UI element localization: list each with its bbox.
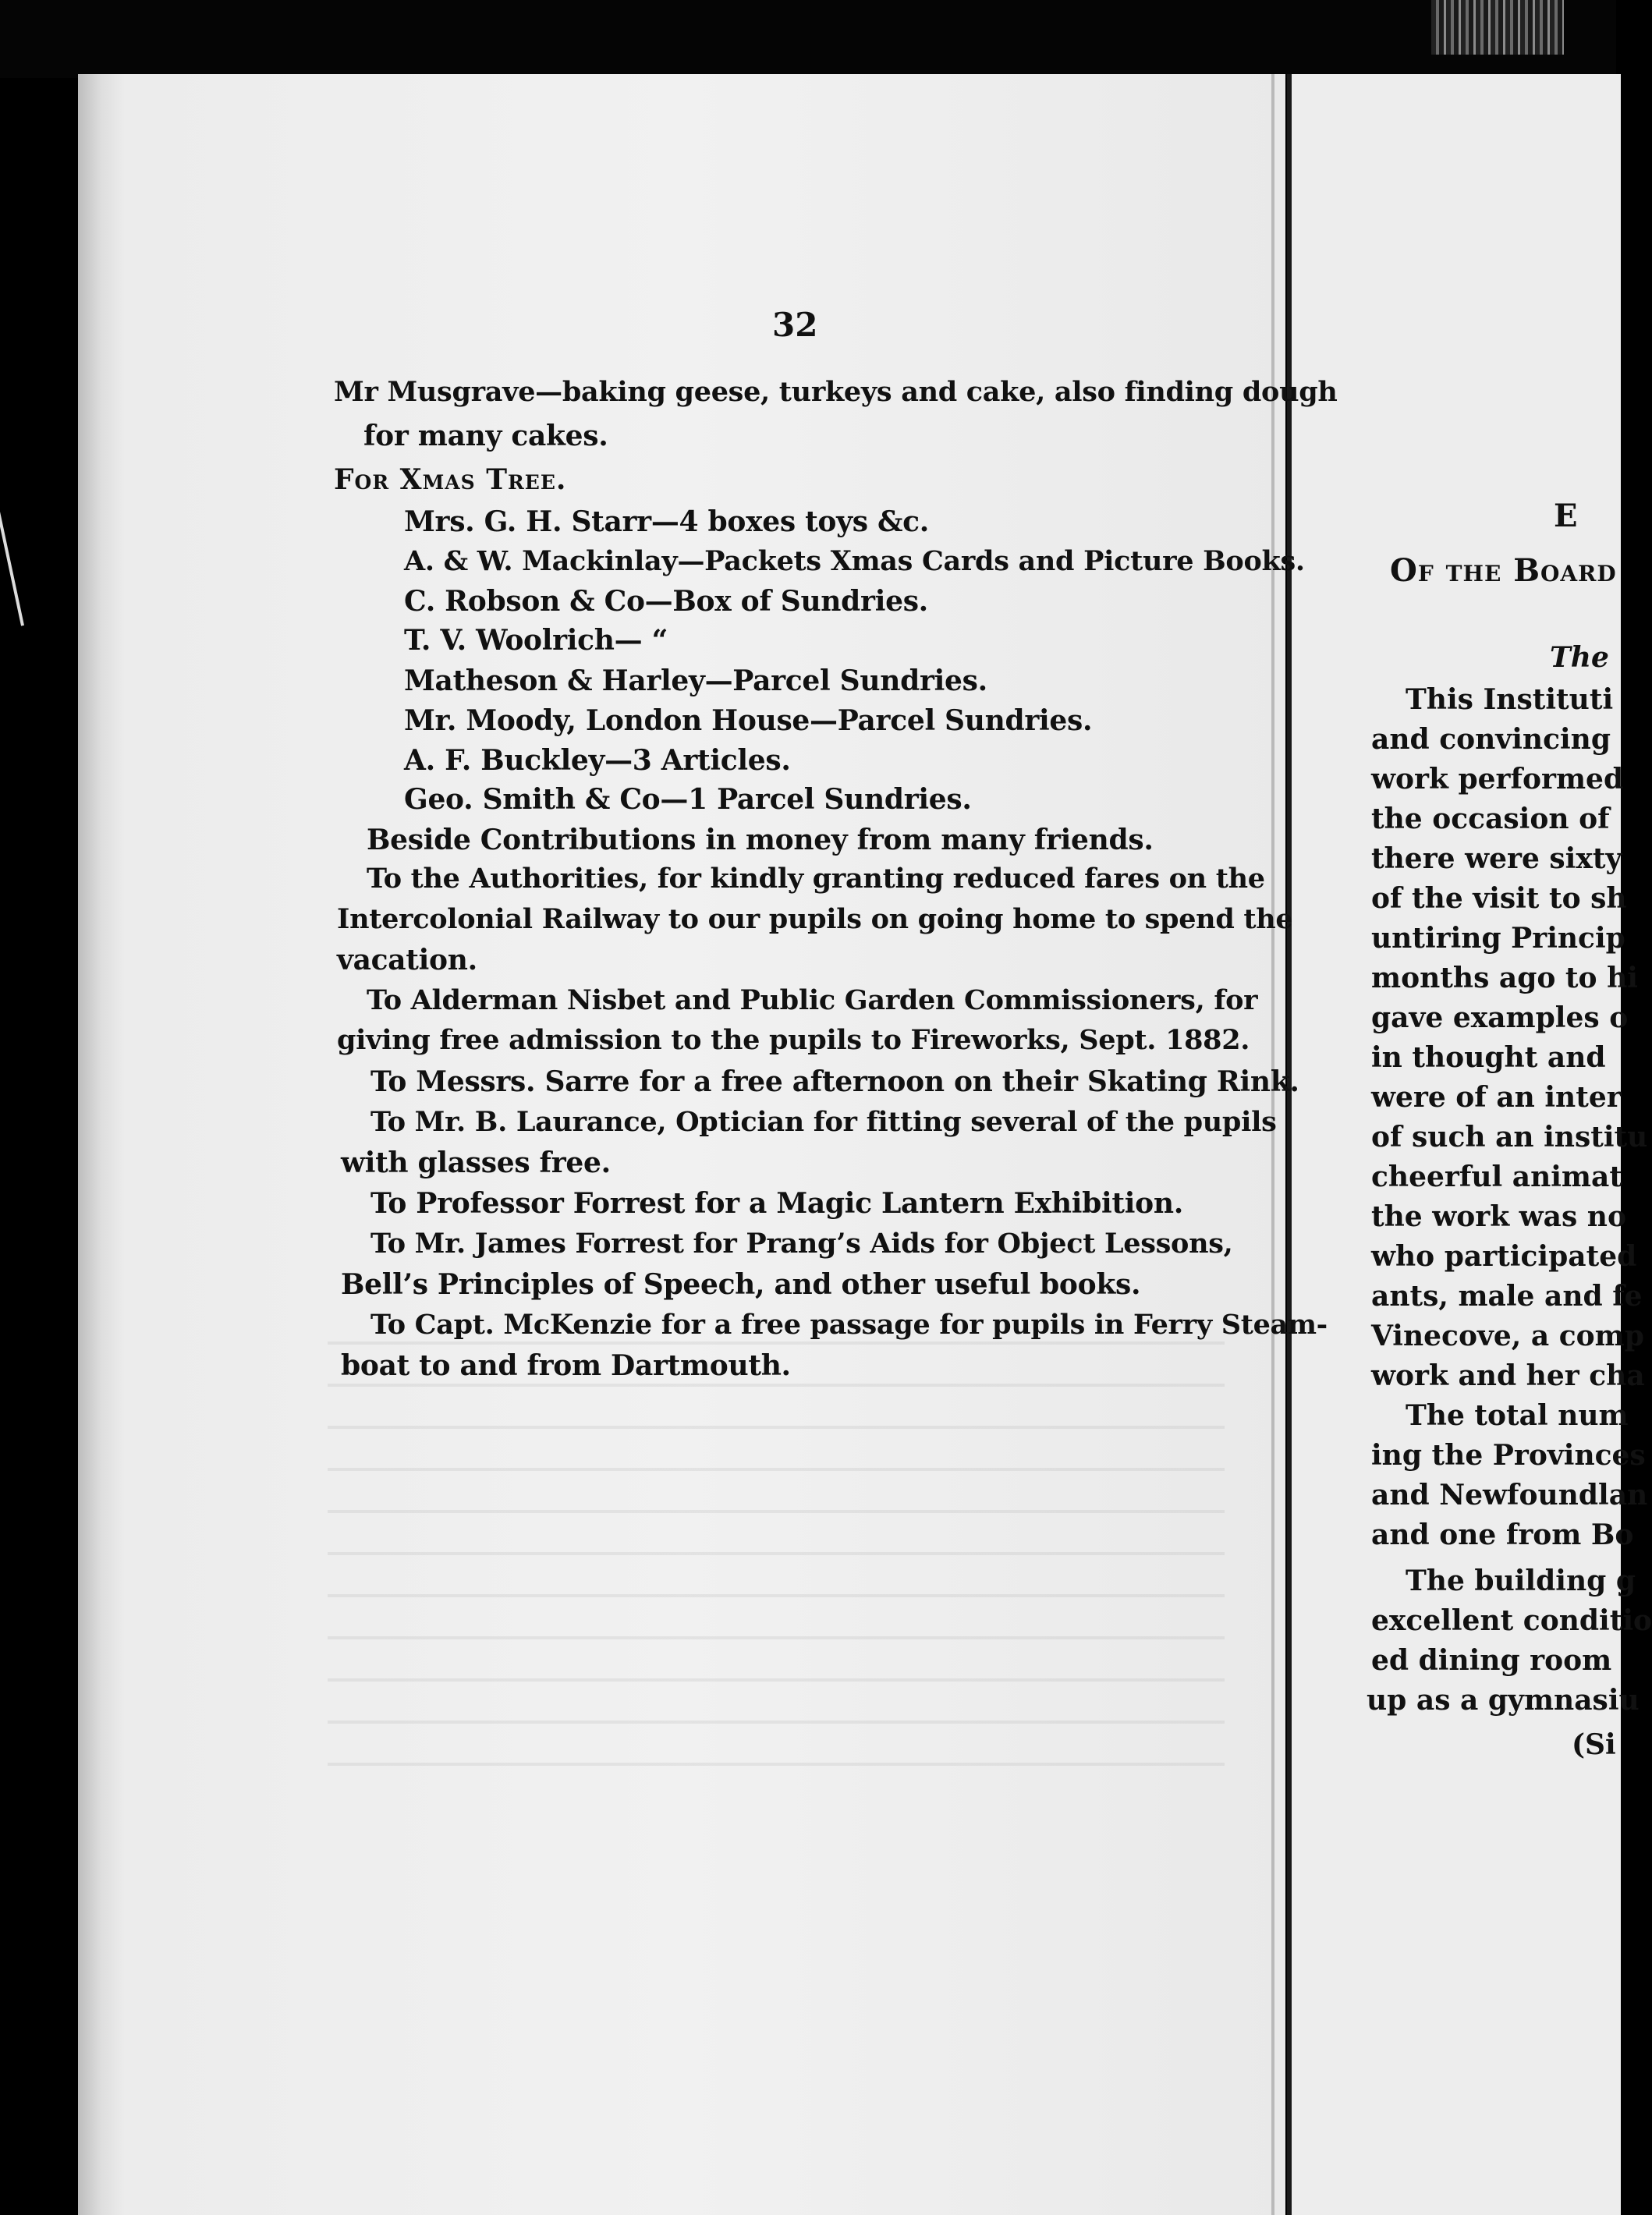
body-line: for many cakes. (363, 420, 608, 452)
body-line: Intercolonial Railway to our pupils on going home to spend the (337, 903, 1293, 935)
body-line: and Newfoundlan (1371, 1479, 1648, 1512)
section-heading: For Xmas Tree. (334, 463, 567, 496)
list-item: Geo. Smith & Co—1 Parcel Sundries. (404, 783, 972, 816)
body-line: Vinecove, a comp (1371, 1320, 1644, 1352)
body-line: boat to and from Dartmouth. (341, 1349, 791, 1382)
body-line: This Instituti (1406, 683, 1614, 716)
heading-fragment: Of the Board (1390, 552, 1617, 589)
list-item: Mrs. G. H. Starr—4 boxes toys &c. (404, 505, 929, 538)
signature-fragment: (Si (1572, 1728, 1616, 1761)
body-line: work and her cha (1371, 1359, 1645, 1392)
heading-fragment: E (1554, 498, 1578, 534)
list-item: Mr. Moody, London House—Parcel Sundries. (404, 704, 1093, 737)
body-line: The total num (1406, 1399, 1629, 1432)
body-line: giving free admission to the pupils to Fireworks, Sept. 1882. (337, 1024, 1250, 1056)
body-line: To Messrs. Sarre for a free afternoon on their Skating Rink. (370, 1065, 1299, 1098)
body-line: of the visit to sh (1371, 882, 1627, 915)
body-line: To Mr. James Forrest for Prang’s Aids for Object Lessons, (370, 1228, 1233, 1260)
body-line: ing the Provinces (1371, 1439, 1646, 1472)
subheading-fragment: The (1550, 641, 1609, 674)
body-line: and one from Bo (1371, 1519, 1634, 1551)
body-line: Mr Musgrave—baking geese, turkeys and cake, also finding dough (334, 376, 1338, 408)
body-line: To Capt. McKenzie for a free passage for pupils in Ferry Steam- (370, 1309, 1328, 1341)
body-line: excellent conditio (1371, 1604, 1652, 1637)
body-line: with glasses free. (341, 1146, 611, 1179)
body-line: work performed (1371, 763, 1624, 796)
list-item: A. & W. Mackinlay—Packets Xmas Cards and Picture Books. (404, 545, 1305, 577)
body-line: up as a gymnasiu (1367, 1684, 1640, 1717)
body-line: ed dining room (1371, 1644, 1612, 1677)
body-line: cheerful animat (1371, 1161, 1622, 1193)
page-number: 32 (772, 306, 818, 344)
body-line: To Mr. B. Laurance, Optician for fitting several of the pupils (370, 1106, 1277, 1138)
list-item: A. F. Buckley—3 Articles. (404, 744, 791, 777)
scan-artifact (0, 427, 24, 626)
body-line: there were sixty (1371, 842, 1622, 875)
body-line: The building g (1406, 1565, 1636, 1597)
body-line: were of an inter (1371, 1081, 1622, 1114)
body-line: and convincing (1371, 723, 1611, 756)
body-line: who participated (1371, 1240, 1637, 1273)
body-line: the occasion of (1371, 803, 1610, 835)
body-line: Bell’s Principles of Speech, and other useful books. (341, 1268, 1141, 1301)
body-line: vacation. (337, 944, 477, 976)
show-through-text (328, 1310, 1225, 1794)
body-line: in thought and (1371, 1041, 1606, 1074)
body-line: of such an institu (1371, 1121, 1648, 1154)
scanner-border-top (0, 0, 1616, 78)
body-line: gave examples o (1371, 1001, 1629, 1034)
body-line: ants, male and fe (1371, 1280, 1643, 1313)
list-item: T. V. Woolrich— “ (404, 624, 668, 657)
body-line: To Professor Forrest for a Magic Lantern Exhibition. (370, 1187, 1183, 1220)
film-edge-marks (1431, 0, 1564, 55)
body-line: Beside Contributions in money from many friends. (367, 824, 1154, 856)
body-line: To the Authorities, for kindly granting reduced fares on the (367, 863, 1265, 895)
body-line: To Alderman Nisbet and Public Garden Commissioners, for (367, 984, 1258, 1016)
body-line: the work was no (1371, 1200, 1626, 1233)
list-item: Matheson & Harley—Parcel Sundries. (404, 664, 987, 697)
list-item: C. Robson & Co—Box of Sundries. (404, 585, 928, 618)
body-line: months ago to hi (1371, 962, 1638, 994)
body-line: untiring Princip (1371, 922, 1625, 955)
